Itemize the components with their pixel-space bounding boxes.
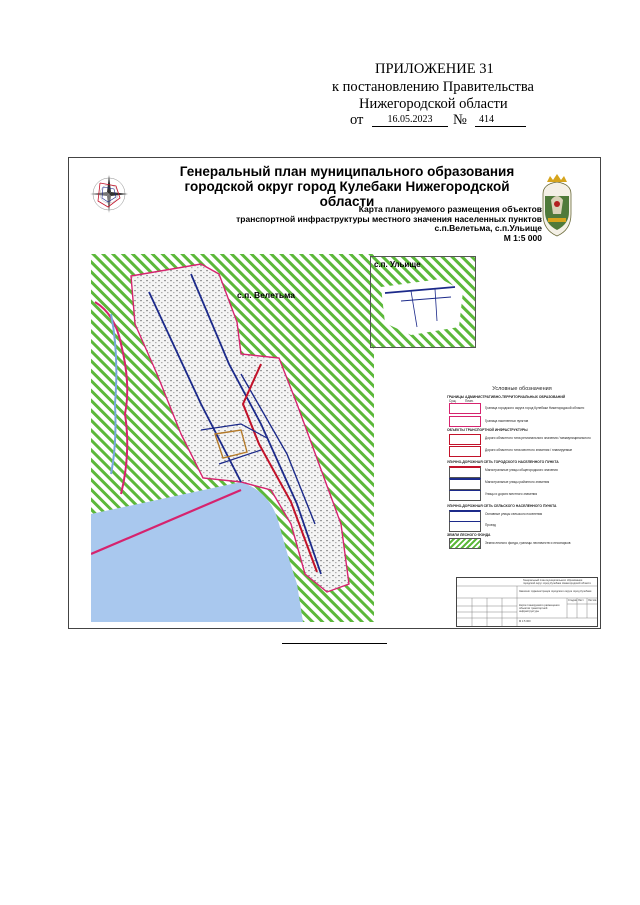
map-scale: М 1:5 000 xyxy=(503,232,542,243)
stamp-stage: Стадия xyxy=(568,599,577,602)
appendix-subtitle-1: к постановлению Правительства xyxy=(332,79,534,95)
appendix-subtitle-2: Нижегородской области xyxy=(359,96,508,112)
legend-title: Условные обозначения xyxy=(492,386,552,392)
appendix-title: ПРИЛОЖЕНИЕ 31 xyxy=(375,61,494,77)
map-subtitle xyxy=(236,205,542,243)
legend-item-7: Улицы и дороги местного значения xyxy=(485,492,538,496)
legend-item-2: Граница населенных пунктов xyxy=(485,419,529,423)
legend-col-head: Сущ. xyxy=(449,399,457,403)
date-prefix: от xyxy=(350,112,364,128)
settlement-map xyxy=(91,254,374,622)
legend-item-5: Магистральные улицы общегородского значения xyxy=(485,468,558,472)
title-block-stamp xyxy=(456,577,598,627)
map-legend xyxy=(447,386,597,548)
legend-item-3: Дороги областного типа регионального значения / межмуниципального xyxy=(485,436,591,440)
map-subtitle-line-1: Карта планируемого размещения объектов xyxy=(358,204,542,214)
document-header xyxy=(0,0,640,140)
legend-item-9: Проезд xyxy=(485,523,496,527)
stamp-client: Заказчик: Администрация городского округа город Кулебаки xyxy=(519,590,592,593)
map-subtitle-line-2: транспортной инфраструктуры местного значения населенных пунктов xyxy=(236,213,542,224)
inset-title: с.п. Ульище xyxy=(374,260,421,269)
legend-item-8: Основные улицы сельского поселения xyxy=(485,512,543,516)
stamp-scale: М 1:5 000 xyxy=(519,620,531,623)
decree-date: 16.05.2023 xyxy=(372,114,448,127)
inset-map-drawing xyxy=(371,257,475,347)
map-title-line-1: Генеральный план муниципального образования xyxy=(179,164,515,179)
legend-swatch-boundary xyxy=(449,403,481,414)
legend-swatch-passage xyxy=(449,521,481,532)
stamp-grid xyxy=(457,578,597,626)
legend-swatch-forest xyxy=(449,538,481,549)
legend-section-2: ОБЪЕКТЫ ТРАНСПОРТНОЙ ИНФРАСТРУКТУРЫ xyxy=(447,428,528,432)
map-title xyxy=(157,164,537,209)
stamp-sheet: Лист xyxy=(578,599,584,602)
legend-item-6: Магистральные улицы районного значения xyxy=(485,480,550,484)
legend-section-4: УЛИЧНО-ДОРОЖНАЯ СЕТЬ СЕЛЬСКОГО НАСЕЛЕННОГО ПУНКТА xyxy=(447,504,557,508)
number-sign: № xyxy=(453,112,467,128)
legend-col-head-2: План. xyxy=(465,399,474,403)
legend-swatch-main-district xyxy=(449,478,481,490)
legend-swatch-regional-road xyxy=(449,434,481,445)
legend-section-1: ГРАНИЦЫ АДМИНИСТРАТИВНО-ТЕРРИТОРИАЛЬНЫХ ОБРАЗОВАНИЙ xyxy=(447,395,566,399)
stamp-sheets: Листов xyxy=(588,599,597,602)
footer-rule xyxy=(282,643,387,644)
legend-section-5: ЗЕМЛИ ЛЕСНОГО ФОНДА xyxy=(447,533,491,537)
legend-item-1: Граница городского округа город Кулебаки Нижегородской области xyxy=(485,406,585,410)
map-subtitle-line-3: с.п.Велетьма, с.п.Ульище xyxy=(434,223,542,233)
legend-swatch-local-road xyxy=(449,446,481,457)
legend-swatch-settlement xyxy=(449,416,481,427)
settlement-label: с.п. Велетьма xyxy=(237,290,296,300)
coat-of-arms-icon xyxy=(537,174,577,240)
map-title-line-2: городской округ город Кулебаки Нижегородской области xyxy=(184,179,510,209)
decree-number: 414 xyxy=(475,114,526,127)
legend-item-4: Дороги областного типа местного значения / планируемые xyxy=(485,448,573,452)
stamp-map-name: Карта планируемого размещения объектов транспортной инфраструктуры xyxy=(519,604,560,613)
legend-swatch-main-city xyxy=(449,466,481,478)
stamp-org-1: Генеральный план муниципального образования xyxy=(523,579,583,582)
stamp-org-2: городской округ город Кулебаки Нижегородской области xyxy=(523,582,591,585)
inset-map xyxy=(370,256,476,348)
legend-item-10: Земли лесного фонда, границы лесничеств и лесопарков xyxy=(485,541,571,545)
compass-rose-icon xyxy=(86,171,132,217)
legend-swatch-local-streets xyxy=(449,490,481,501)
map-sheet xyxy=(68,157,601,629)
legend-section-3: УЛИЧНО-ДОРОЖНАЯ СЕТЬ ГОРОДСКОГО НАСЕЛЕННОГО ПУНКТА xyxy=(447,460,559,464)
